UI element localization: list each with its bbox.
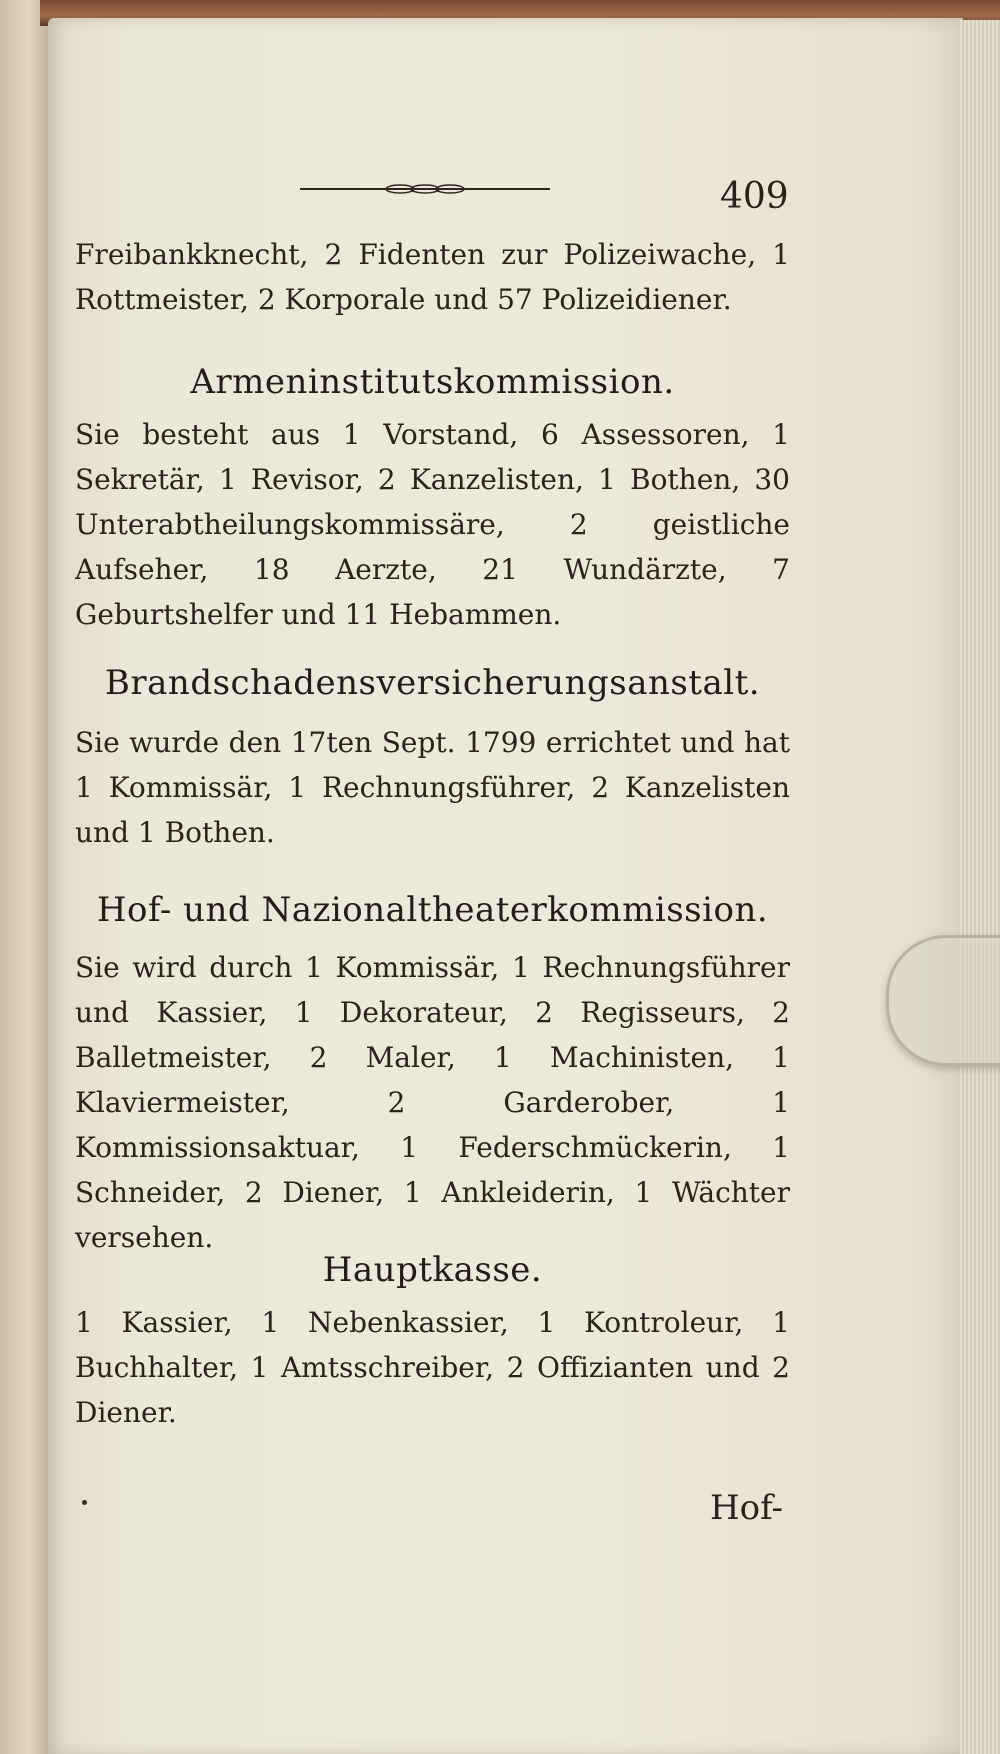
header-ornament-rule xyxy=(300,183,550,195)
ink-dot xyxy=(82,1500,87,1505)
section-paragraph: Sie wird durch 1 Kommissär, 1 Rechnungsführer und Kassier, 1 Dekorateur, 2 Regisseurs, 2 Balletmeister, 2 Maler, 1 Machinisten, 1 Klaviermeister, 2 Garderober, 1 Kommissionsaktuar, 1 Federschmückerin, 1 Schneider, 2 Diener, 1 Ankleiderin, 1 Wächter versehen. xyxy=(75,951,790,1254)
page-stack-edge xyxy=(960,20,1000,1754)
page-clip xyxy=(886,935,1000,1066)
page-number: 409 xyxy=(720,176,789,217)
section-heading: Armeninstitutskommission. xyxy=(190,362,675,402)
section-body xyxy=(75,412,790,637)
section-body xyxy=(75,720,790,855)
section-continuation xyxy=(75,232,790,322)
section-paragraph: Sie wurde den 17ten Sept. 1799 errichtet und hat 1 Kommissär, 1 Rechnungsführer, 2 Kanzelisten und 1 Bothen. xyxy=(75,726,790,849)
left-page-edge xyxy=(0,0,52,1754)
section-heading: Brandschadensversicherungsanstalt. xyxy=(104,663,761,703)
section-heading: Hof- und Nazionaltheaterkommission. xyxy=(96,890,769,930)
section-body xyxy=(75,1300,790,1435)
section-paragraph: 1 Kassier, 1 Nebenkassier, 1 Kontroleur, 1 Buchhalter, 1 Amtsschreiber, 2 Offizianten und 2 Diener. xyxy=(75,1306,790,1429)
section-paragraph: Freibankknecht, 2 Fidenten zur Polizeiwache, 1 Rottmeister, 2 Korporale und 57 Polizeidiener. xyxy=(75,238,790,316)
catchword: Hof- xyxy=(710,1488,783,1528)
section-heading: Hauptkasse. xyxy=(322,1250,543,1290)
section-paragraph: Sie besteht aus 1 Vorstand, 6 Assessoren, 1 Sekretär, 1 Revisor, 2 Kanzelisten, 1 Bothen, 30 Unterabtheilungskommissäre, 2 geistliche Aufseher, 18 Aerzte, 21 Wundärzte, 7 Geburtshelfer und 11 Hebammen. xyxy=(75,418,790,631)
section-body xyxy=(75,945,790,1260)
